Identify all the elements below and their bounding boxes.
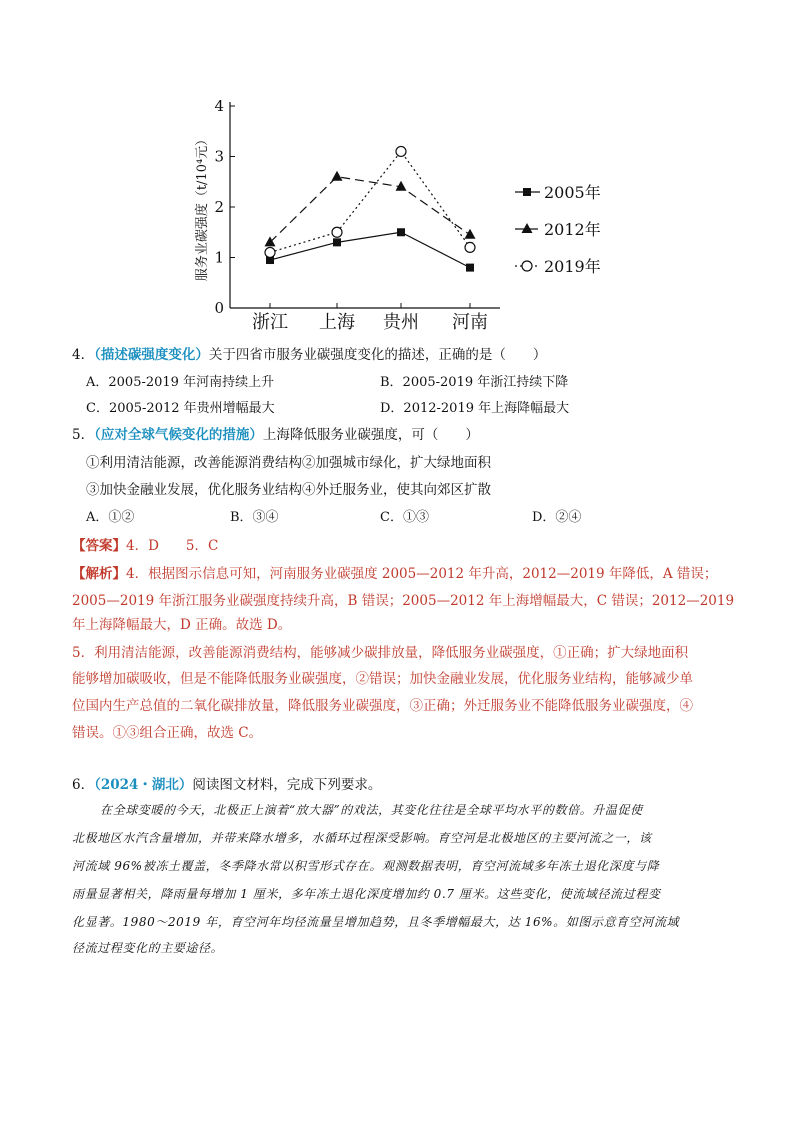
legend-marker-2019年 [522, 261, 532, 271]
q5-stem [72, 423, 479, 443]
q5-option-d: D．②④ [532, 510, 582, 525]
q6-number: 6． [72, 777, 95, 793]
legend-marker-2012年 [522, 223, 533, 233]
data-point-2012年-河南 [465, 229, 476, 239]
q5-option-a: A．①② [86, 510, 135, 525]
q5-tag: （应对全球气候变化的措施） [94, 427, 263, 443]
legend-label-2005年: 2005年 [544, 183, 601, 202]
q4-number: 4． [72, 347, 95, 363]
q4-option-a: A．2005-2019 年河南持续上升 [86, 375, 275, 390]
q6-material-line-3: 河流域 96%被冻土覆盖，冬季降水常以积雪形式存在。观测数据表明，育空河流域多年冻土退化深度与降 [72, 859, 660, 873]
q4-option-b: B．2005-2019 年浙江持续下降 [380, 375, 569, 390]
legend-marker-2005年 [523, 188, 531, 196]
q6-material-line-1: 在全球变暖的今天，北极正上演着“放大器”的戏法，其变化往往是全球平均水平的数倍。升温促使 [100, 803, 643, 817]
q6-stem [72, 773, 381, 793]
y-tick-label: 0 [214, 299, 224, 317]
y-tick-label: 1 [214, 248, 224, 267]
data-point-2019年-河南 [465, 242, 475, 252]
y-tick-label: 2 [214, 198, 224, 216]
answer-tag: 【答案】 [72, 538, 126, 554]
analysis-line-1 [72, 562, 717, 582]
x-tick-label: 贵州 [383, 312, 419, 333]
y-tick-label: 3 [214, 147, 224, 166]
analysis-line-2: 2005—2019 年浙江服务业碳强度持续升高，B 错误；2005—2012 年上海增幅最大，C 错误；2012—2019 [72, 593, 735, 609]
analysis-line-4: 5．利用清洁能源，改善能源消费结构，能够减少碳排放量，降低服务业碳强度，①正确；扩大绿地面积 [72, 645, 689, 661]
data-point-2005年-上海 [333, 238, 341, 246]
analysis-line-6: 位国内生产总值的二氧化碳排放量，降低服务业碳强度，③正确；外迁服务业不能降低服务业碳强度，④ [72, 698, 693, 714]
q4-option-d: D．2012-2019 年上海降幅最大 [380, 401, 570, 416]
q5-statement-line-2: ③加快金融业发展，优化服务业结构④外迁服务业，使其向郊区扩散 [86, 482, 491, 498]
y-axis-label: 服务业碳强度（t/10⁴元） [195, 132, 210, 282]
q6-text: 阅读图文材料，完成下列要求。 [192, 777, 382, 793]
q6-material-line-6: 径流过程变化的主要途径。 [72, 941, 224, 955]
x-tick-label: 浙江 [252, 312, 288, 333]
q5-option-c: C．①③ [380, 510, 429, 525]
analysis-text-1: 4．根据图示信息可知，河南服务业碳强度 2005—2012 年升高，2012—2019 年降低，A 错误； [126, 566, 718, 582]
data-point-2012年-上海 [332, 171, 343, 181]
x-tick-label: 上海 [319, 312, 355, 333]
carbon-intensity-chart [180, 88, 620, 338]
analysis-line-3: 年上海降幅最大，D 正确。故选 D。 [72, 617, 292, 633]
data-point-2005年-河南 [466, 264, 474, 272]
x-tick-label: 河南 [452, 312, 488, 333]
q4-tag: （描述碳强度变化） [94, 347, 209, 363]
y-tick-label: 4 [214, 97, 224, 115]
data-point-2019年-贵州 [396, 146, 406, 156]
q4-stem [72, 343, 546, 363]
data-point-2005年-贵州 [397, 228, 405, 236]
analysis-line-7: 错误。①③组合正确，故选 C。 [72, 725, 263, 741]
analysis-tag: 【解析】 [72, 566, 126, 582]
data-point-2019年-浙江 [265, 247, 275, 257]
q6-tag: （2024・湖北） [94, 777, 193, 793]
legend-label-2012年: 2012年 [544, 220, 601, 239]
answer-line [72, 534, 218, 554]
q6-material-line-2: 北极地区水汽含量增加，并带来降水增多，水循环过程深受影响。育空河是北极地区的主要河流之一，该 [72, 831, 652, 845]
q4-text: 关于四省市服务业碳强度变化的描述，正确的是（ ） [208, 347, 547, 363]
q5-number: 5． [72, 427, 95, 443]
q5-text: 上海降低服务业碳强度，可（ ） [262, 427, 479, 443]
analysis-line-5: 能够增加碳吸收，但是不能降低服务业碳强度，②错误；加快金融业发展，优化服务业结构，能够减少单 [72, 671, 693, 687]
series-line-2005年 [270, 232, 470, 267]
q5-statement-line-1: ①利用清洁能源，改善能源消费结构②加强城市绿化，扩大绿地面积 [86, 455, 491, 471]
series-line-2012年 [270, 177, 470, 243]
q4-option-c: C．2005-2012 年贵州增幅最大 [86, 401, 275, 416]
q5-option-b: B．③④ [230, 510, 279, 525]
legend-label-2019年: 2019年 [544, 257, 601, 276]
q6-material-line-4: 雨量显著相关，降雨量每增加 1 厘米，多年冻土退化深度增加约 0.7 厘米。这些变化，使流域径流过程变 [72, 887, 661, 901]
data-point-2019年-上海 [332, 227, 342, 237]
answer-text: 4．D 5．C [126, 538, 219, 554]
q6-material-line-5: 化显著。1980～2019 年，育空河年均径流量呈增加趋势，且冬季增幅最大，达 16%。如图示意育空河流域 [72, 915, 680, 929]
